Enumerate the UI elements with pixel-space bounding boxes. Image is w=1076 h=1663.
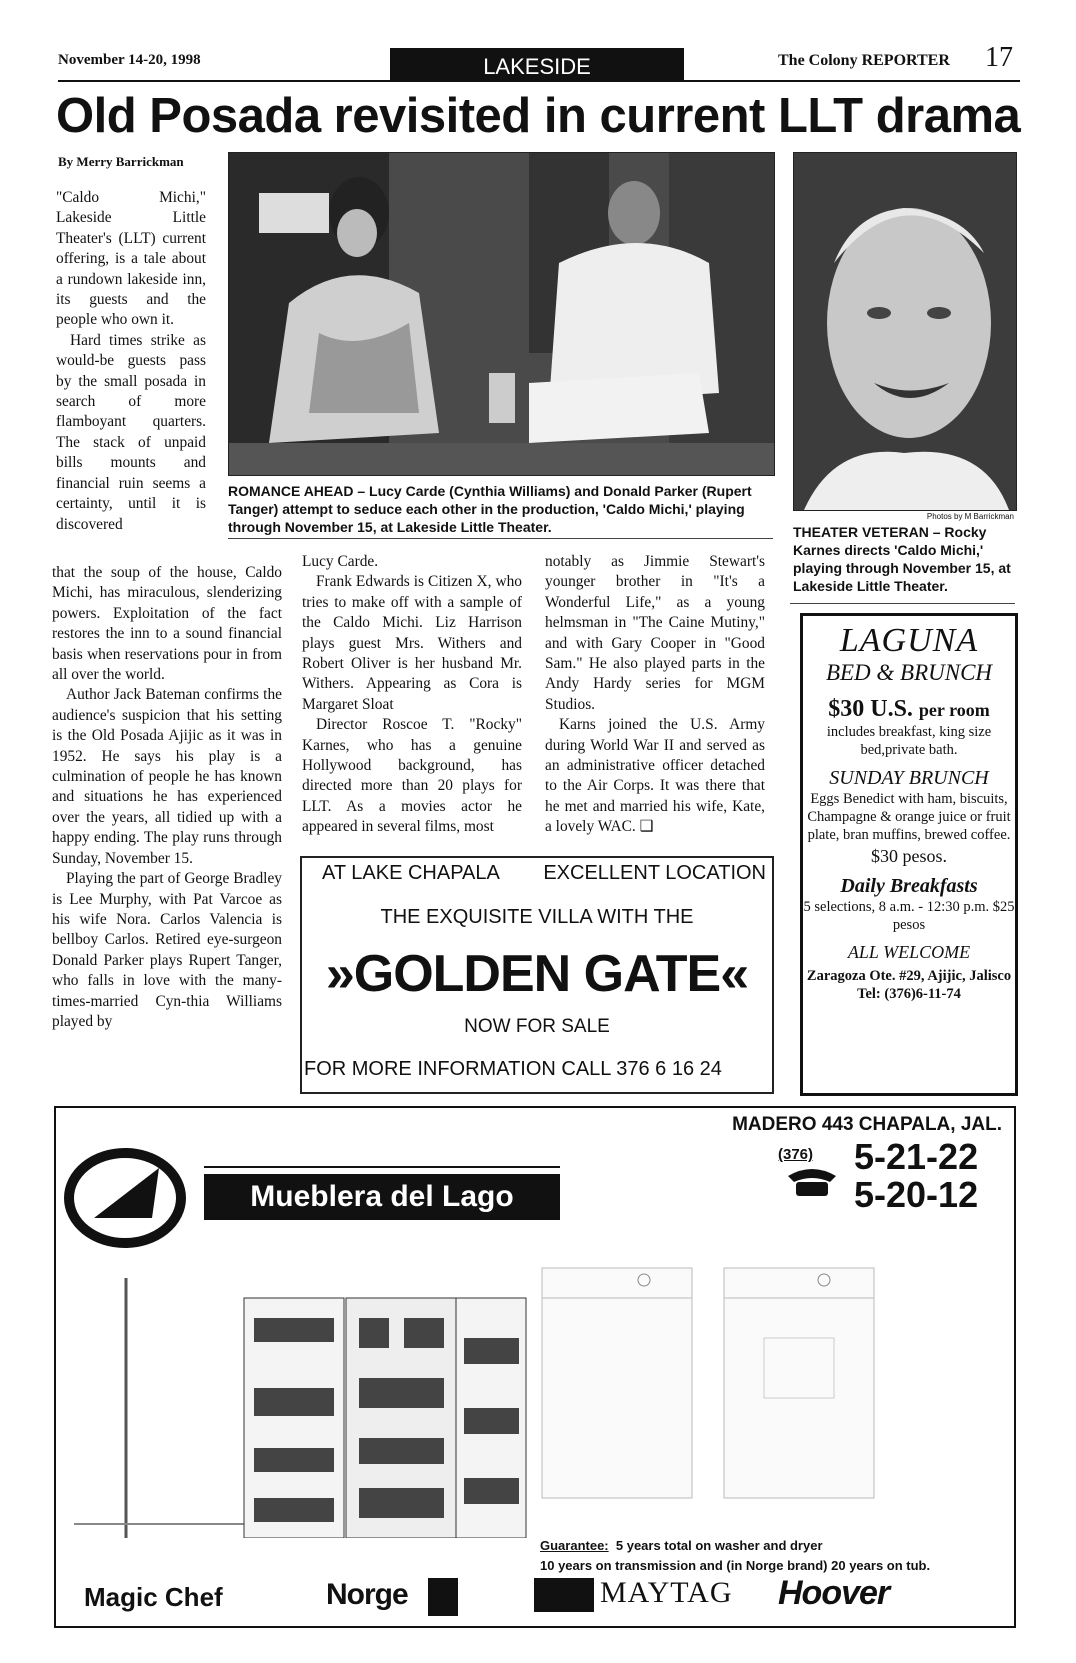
villa-for-sale-ad	[300, 856, 774, 1094]
telephone-icon	[784, 1164, 840, 1198]
villa-tagline: THE EXQUISITE VILLA WITH THE	[380, 906, 694, 928]
masthead-rule	[58, 80, 1020, 82]
phone-number-2: 5-20-12	[854, 1174, 979, 1215]
phone-number-1: 5-21-22	[854, 1136, 979, 1177]
paragraph: Author Jack Bateman confirms the audience's suspicion that his setting is the Old Posada Ajijic as it was in 1952. He says his play is a culmination of people he has known and situations he has experienced over the years, all tidied up with a happy ending. The play runs through Sunday, November 15.	[52, 686, 282, 867]
article-column-1-bottom	[52, 563, 282, 1032]
article-column-1-top	[56, 188, 206, 535]
paragraph: Playing the part of George Bradley is Lee Murphy, with Pat Varcoe as his wife Nora. Carlos Valencia is bellboy Carlos. Retired eye-surgeon Donald Parker plays Rupert Tanger, who falls in love with the many-times-married Cyn-thia Williams played by	[52, 870, 282, 1030]
photo-romance-scene	[228, 152, 775, 476]
laguna-sunday-price: $30 pesos.	[871, 846, 947, 866]
laguna-sunday-heading: SUNDAY BRUNCH	[829, 767, 989, 789]
laguna-daily-details: 5 selections, 8 a.m. - 12:30 p.m. $25 pesos	[803, 899, 1015, 933]
paragraph: Lucy Carde.	[302, 553, 379, 570]
store-address: MADERO 443 CHAPALA, JAL.	[732, 1114, 1002, 1135]
headline: Old Posada revisited in current LLT drama	[56, 89, 1021, 143]
paragraph: Karns joined the U.S. Army during World War II and served as an administrative officer detached to the Air Corps. It was there that he met and married his wife, Kate, a lovely WAC. ❑	[545, 716, 765, 836]
norge-logo-icon	[428, 1578, 458, 1616]
photo-portrait-image	[794, 153, 1016, 510]
laguna-price-value: $30 U.S.	[828, 696, 913, 722]
ad-rule	[790, 603, 1015, 604]
photo-romance-image	[229, 153, 774, 475]
laguna-subtitle: BED & BRUNCH	[825, 660, 993, 685]
laguna-daily-heading: Daily Breakfasts	[840, 875, 978, 897]
appliances-illustration	[64, 1238, 1004, 1538]
paragraph: notably as Jimmie Stewart's younger brother in "It's a Wonderful Life," as a young helmsman in "The Caine Mutiny," and with Gary Cooper in "Good Sam." He also played parts in the Andy Hardy series for MGM Studios.	[545, 553, 765, 713]
laguna-price	[803, 696, 1015, 723]
byline: By Merry Barrickman	[58, 154, 184, 169]
guarantee-line-1: 5 years total on washer and dryer	[615, 1538, 823, 1553]
paragraph: that the soup of the house, Caldo Michi, has miraculous, slenderizing powers. Exploitation of the fact restores the inn to a sound financial basis when reservations pour in from all over the world.	[52, 564, 282, 684]
issue-date: November 14-20, 1998	[58, 52, 201, 68]
section-banner: LAKESIDE	[390, 48, 684, 82]
photo-theater-veteran	[793, 152, 1017, 511]
villa-name: »GOLDEN GATE«	[325, 945, 749, 1003]
store-logo-icon	[64, 1148, 186, 1248]
brand-maytag: MAYTAG	[600, 1576, 733, 1609]
guarantee-line-2: 10 years on transmission and (in Norge brand) 20 years on tub.	[540, 1558, 931, 1573]
store-name-rule	[204, 1166, 560, 1168]
maytag-logo-icon	[534, 1578, 594, 1612]
laguna-bed-brunch-ad	[800, 613, 1018, 1096]
guarantee-label: Guarantee:	[540, 1538, 609, 1553]
photo-caption-veteran: THEATER VETERAN – Rocky Karnes directs 'Caldo Michi,' playing through November 15, at Lakeside Little Theater.	[793, 524, 1011, 594]
paragraph: Frank Edwards is Citizen X, who tries to make off with a sample of the Caldo Michi. Liz Harrison plays guest Mrs. Withers and Robert Oliver is her husband Mr. Withers. Appearing as Cora is Margaret Sloat	[302, 573, 522, 713]
laguna-address: Zaragoza Ote. #29, Ajijic, Jalisco Tel: (376)6-11-74	[806, 968, 1012, 1002]
laguna-price-unit: per room	[918, 700, 990, 720]
laguna-includes: includes breakfast, king size bed,private bath.	[826, 724, 992, 758]
laguna-sunday-menu: Eggs Benedict with ham, biscuits, Champagne & orange juice or fruit plate, bran muffins, brewed coffee.	[807, 791, 1011, 843]
caption-rule	[228, 538, 773, 539]
article-column-3	[545, 552, 765, 838]
laguna-welcome: ALL WELCOME	[847, 942, 971, 962]
phone-area-code: (376)	[778, 1146, 814, 1163]
villa-location: AT LAKE CHAPALA	[322, 862, 500, 884]
paragraph: Director Roscoe T. "Rocky" Karnes, who has a genuine Hollywood background, has directed more than 20 plays for LLT. As a movies actor he appeared in several films, most	[302, 716, 522, 836]
brand-magic-chef: Magic Chef	[84, 1582, 223, 1612]
villa-feature: EXCELLENT LOCATION	[543, 862, 766, 884]
store-name: Mueblera del Lago	[204, 1174, 560, 1220]
page-number: 17	[985, 42, 1013, 73]
brand-norge: Norge	[326, 1578, 408, 1611]
mueblera-del-lago-ad	[54, 1106, 1016, 1628]
paragraph: "Caldo Michi," Lakeside Little Theater's (LLT) current offering, is a tale about a rundown lakeside inn, its guests and the people who own it.	[56, 189, 206, 329]
photo-credit: Photos by M Barrickman	[926, 512, 1014, 521]
guarantee-text	[540, 1536, 930, 1576]
brand-hoover: Hoover	[778, 1574, 890, 1612]
paragraph: Hard times strike as would-be guests pass by the small posada in search of more flamboyant quarters. The stack of unpaid bills mounts and financial ruin seems a certainty, until it is discovered	[56, 331, 206, 533]
newspaper-name: The Colony REPORTER	[778, 52, 950, 69]
villa-contact: FOR MORE INFORMATION CALL 376 6 16 24	[304, 1058, 722, 1080]
villa-sale-note: NOW FOR SALE	[464, 1016, 610, 1037]
laguna-title: LAGUNA	[839, 622, 979, 659]
article-column-2	[302, 552, 522, 838]
photo-caption-romance: ROMANCE AHEAD – Lucy Carde (Cynthia Williams) and Donald Parker (Rupert Tanger) attempt to seduce each other in the production, 'Caldo Michi,' playing through November 15, at Lakeside Little Theater.	[228, 483, 752, 535]
